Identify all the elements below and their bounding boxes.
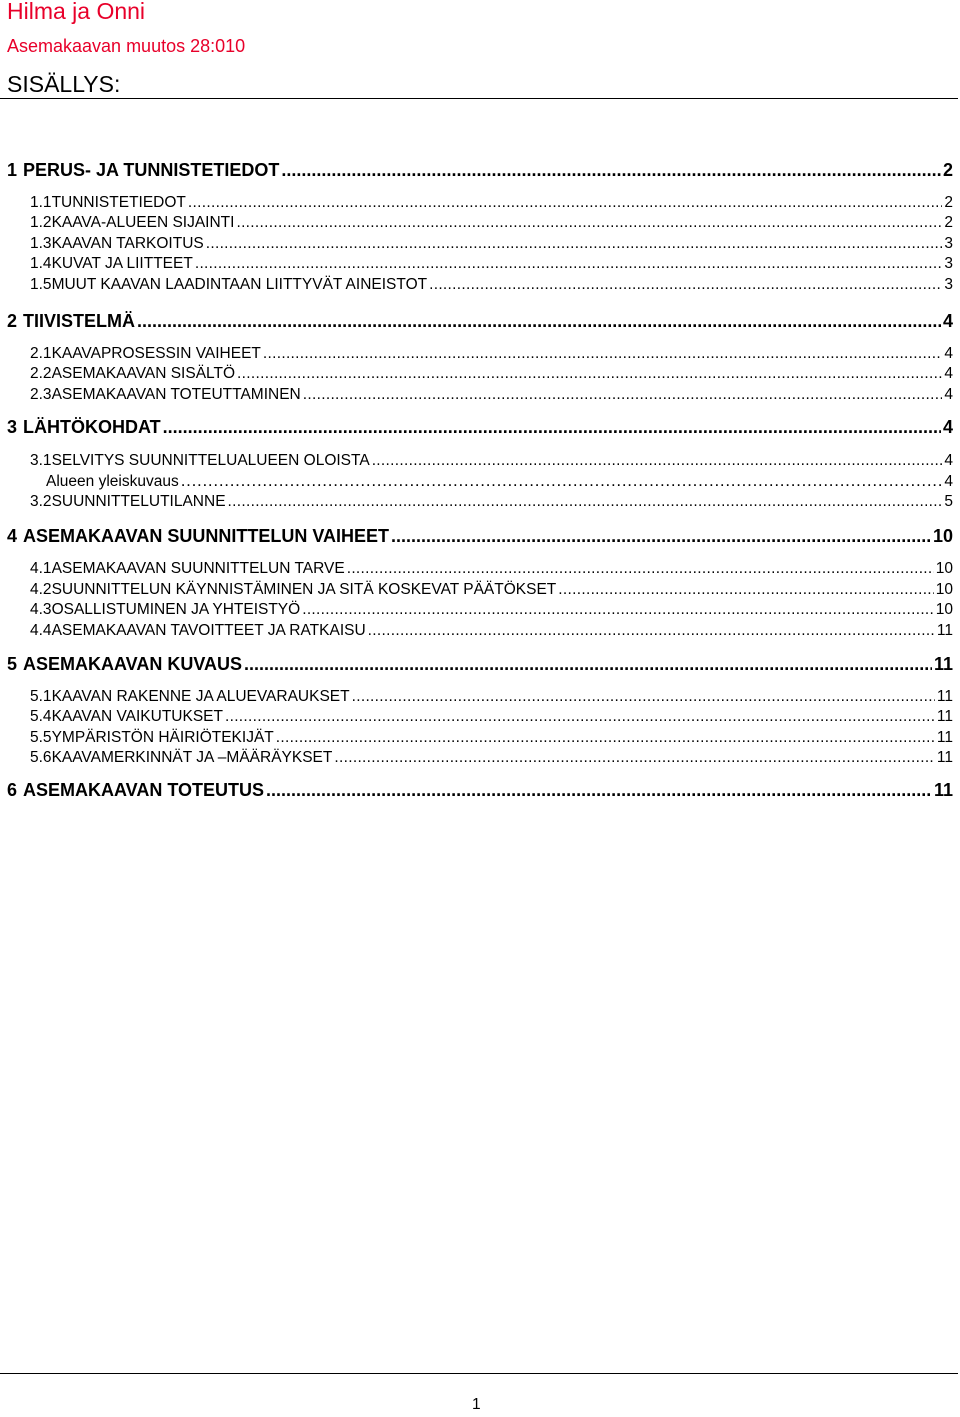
toc-entry-label — [30, 234, 204, 253]
toc-entry-page: 3 — [944, 235, 953, 252]
toc-entry-title: PERUS- JA TUNNISTETIEDOT — [23, 160, 280, 180]
toc-dot-leader — [391, 525, 931, 547]
toc-entry[interactable] — [7, 525, 953, 547]
toc-entry-label — [30, 707, 223, 726]
toc-entry-page: 10 — [932, 526, 953, 546]
toc-entry-label — [30, 728, 274, 747]
toc-entry-page: 2 — [944, 214, 953, 231]
toc-entry-title: KAAVAMERKINNÄT JA –MÄÄRÄYKSET — [51, 749, 333, 766]
toc-entry-label — [7, 416, 161, 438]
toc-entry-number: 3 — [7, 417, 18, 437]
toc-entry-number: 6 — [7, 780, 18, 800]
toc-dot-leader — [163, 416, 941, 438]
contents-heading: SISÄLLYS: — [7, 71, 121, 97]
toc-entry-number: 4.4 — [30, 622, 52, 639]
toc-entry-page: 10 — [935, 560, 953, 577]
toc-entry-label — [30, 600, 300, 619]
toc-entry-number: 1 — [7, 160, 18, 180]
toc-entry-page: 3 — [944, 276, 953, 293]
toc-dot-leader — [429, 275, 942, 294]
toc-entry-label — [7, 779, 264, 801]
toc-entry-label — [30, 559, 345, 578]
toc-entry-label — [30, 344, 261, 363]
toc-entry-title: SUUNNITTELUN KÄYNNISTÄMINEN JA SITÄ KOSKEVAT PÄÄTÖKSET — [51, 581, 557, 598]
toc-entry-number: 1.4 — [30, 255, 52, 272]
toc-entry[interactable] — [30, 344, 953, 363]
toc-entry-number: 1.1 — [30, 194, 52, 211]
toc-entry-page: 11 — [933, 780, 953, 800]
toc-entry-page: 4 — [944, 345, 953, 362]
toc-entry-page: 4 — [944, 473, 953, 490]
toc-entry-label — [7, 525, 389, 547]
toc-entry-page: 4 — [942, 311, 953, 331]
toc-entry-number: 2.2 — [30, 365, 52, 382]
toc-entry-number: 2.3 — [30, 386, 52, 403]
toc-entry-number: 1.3 — [30, 235, 52, 252]
toc-entry[interactable] — [30, 748, 953, 767]
toc-entry-label — [30, 748, 332, 767]
toc-entry-page: 10 — [935, 581, 953, 598]
toc-entry-number: 3.2 — [30, 493, 52, 510]
toc-entry-number: 5.4 — [30, 708, 52, 725]
toc-entry-number: 4.1 — [30, 560, 52, 577]
toc-entry-title: TIIVISTELMÄ — [23, 311, 136, 331]
toc-entry-number: 5.6 — [30, 749, 52, 766]
toc-entry[interactable] — [30, 580, 953, 599]
toc-entry-label — [30, 385, 301, 404]
toc-dot-leader — [347, 559, 934, 578]
toc-entry-title: LÄHTÖKOHDAT — [23, 417, 161, 437]
toc-entry-title: SELVITYS SUUNNITTELUALUEEN OLOISTA — [51, 452, 370, 469]
toc-entry-title: ASEMAKAAVAN SUUNNITTELUN TARVE — [51, 560, 345, 577]
toc-entry[interactable] — [46, 471, 953, 491]
toc-entry[interactable] — [30, 234, 953, 253]
toc-entry[interactable] — [7, 653, 953, 675]
toc-entry-title: ASEMAKAAVAN TOTEUTTAMINEN — [51, 386, 301, 403]
toc-entry[interactable] — [7, 779, 953, 801]
toc-entry-label — [30, 492, 226, 511]
toc-dot-leader — [206, 234, 943, 253]
toc-entry-label — [7, 653, 242, 675]
toc-entry-number: 3.1 — [30, 452, 52, 469]
toc-dot-leader — [303, 385, 943, 404]
page-subtitle: Asemakaavan muutos 28:010 — [7, 36, 246, 56]
toc-entry-label — [30, 213, 234, 232]
toc-dot-leader — [352, 687, 935, 706]
toc-entry[interactable] — [30, 385, 953, 404]
toc-dot-leader — [281, 159, 941, 181]
toc-dot-leader — [244, 653, 932, 675]
toc-entry[interactable] — [30, 193, 953, 212]
toc-entry-title: YMPÄRISTÖN HÄIRIÖTEKIJÄT — [51, 729, 274, 746]
toc-entry-title: MUUT KAAVAN LAADINTAAN LIITTYVÄT AINEISTOT — [51, 276, 428, 293]
page-number: 1 — [472, 1396, 481, 1413]
toc-entry-page: 4 — [944, 365, 953, 382]
toc-dot-leader — [372, 451, 943, 470]
toc-entry-page: 2 — [944, 194, 953, 211]
toc-entry-title: KAAVA-ALUEEN SIJAINTI — [51, 214, 235, 231]
toc-dot-leader — [228, 492, 943, 511]
toc-entry-label — [30, 193, 186, 212]
toc-entry-page: 10 — [935, 601, 953, 618]
toc-entry-number: 4.2 — [30, 581, 52, 598]
toc-entry-number: 5 — [7, 654, 18, 674]
toc-entry[interactable] — [30, 254, 953, 273]
toc-entry[interactable] — [7, 416, 953, 438]
toc-entry-title: Alueen yleiskuvaus — [46, 473, 179, 490]
toc-entry-title: KAAVAPROSESSIN VAIHEET — [51, 345, 261, 362]
toc-dot-leader — [237, 364, 942, 383]
toc-entry-label — [30, 621, 366, 640]
toc-entry[interactable] — [30, 451, 953, 470]
toc-entry-page: 5 — [944, 493, 953, 510]
toc-entry-number: 1.5 — [30, 276, 52, 293]
toc-entry[interactable] — [7, 310, 953, 332]
toc-entry-page: 11 — [936, 708, 953, 725]
toc-entry-title: KAAVAN RAKENNE JA ALUEVARAUKSET — [51, 688, 350, 705]
toc-entry[interactable] — [7, 159, 953, 181]
toc-entry-label — [30, 580, 556, 599]
toc-entry-page: 11 — [936, 749, 953, 766]
toc-entry[interactable] — [30, 213, 953, 232]
toc-entry-title: KAAVAN TARKOITUS — [51, 235, 204, 252]
toc-entry-number: 4 — [7, 526, 18, 546]
toc-entry-title: ASEMAKAAVAN KUVAUS — [23, 654, 243, 674]
toc-entry-number: 5.1 — [30, 688, 52, 705]
toc-entry-number: 4.3 — [30, 601, 52, 618]
toc-entry-title: KUVAT JA LIITTEET — [51, 255, 193, 272]
toc-entry[interactable] — [30, 621, 953, 640]
toc-entry[interactable] — [30, 492, 953, 511]
toc-entry-label — [30, 451, 370, 470]
toc-entry-label — [7, 159, 279, 181]
toc-entry-label — [30, 275, 427, 294]
toc-entry-label — [30, 254, 193, 273]
toc-entry[interactable] — [30, 364, 953, 383]
toc-entry-title: ASEMAKAAVAN TAVOITTEET JA RATKAISU — [51, 622, 366, 639]
toc-dot-leader — [188, 193, 942, 212]
toc-entry-label — [30, 687, 350, 706]
toc-dot-leader — [302, 600, 934, 619]
toc-entry-label — [30, 364, 235, 383]
toc-dot-leader — [266, 779, 932, 801]
toc-entry[interactable] — [30, 559, 953, 578]
toc-entry-page: 11 — [936, 622, 953, 639]
toc-dot-leader — [334, 748, 935, 767]
toc-dot-leader — [558, 580, 933, 599]
page-title: Hilma ja Onni — [7, 0, 146, 24]
footer-divider — [0, 1373, 958, 1374]
toc-dot-leader — [181, 471, 943, 490]
toc-entry-title: ASEMAKAAVAN TOTEUTUS — [23, 780, 265, 800]
toc-entry-title: SUUNNITTELUTILANNE — [51, 493, 226, 510]
toc-entry-title: ASEMAKAAVAN SISÄLTÖ — [51, 365, 236, 382]
toc-dot-leader — [137, 310, 941, 332]
toc-entry-number: 5.5 — [30, 729, 52, 746]
toc-dot-leader — [276, 728, 935, 747]
toc-entry[interactable] — [30, 275, 953, 294]
toc-entry-page: 11 — [936, 688, 953, 705]
toc-entry-label — [46, 472, 179, 491]
toc-dot-leader — [195, 254, 943, 273]
toc-entry-title: TUNNISTETIEDOT — [51, 194, 186, 211]
toc-entry-label — [7, 310, 135, 332]
toc-entry-page: 4 — [944, 452, 953, 469]
toc-entry-number: 1.2 — [30, 214, 52, 231]
toc-entry-number: 2 — [7, 311, 18, 331]
toc-entry-page: 2 — [942, 160, 953, 180]
toc-entry-number: 2.1 — [30, 345, 52, 362]
toc-entry-page: 4 — [942, 417, 953, 437]
toc-entry[interactable] — [30, 687, 953, 706]
toc-dot-leader — [368, 621, 935, 640]
toc-entry[interactable] — [30, 728, 953, 747]
toc-entry-page: 11 — [936, 729, 953, 746]
toc-entry[interactable] — [30, 707, 953, 726]
toc-dot-leader — [263, 344, 943, 363]
toc-entry-title: KAAVAN VAIKUTUKSET — [51, 708, 223, 725]
toc-entry-title: ASEMAKAAVAN SUUNNITTELUN VAIHEET — [23, 526, 390, 546]
toc-entry[interactable] — [30, 600, 953, 619]
toc-dot-leader — [225, 707, 935, 726]
toc-entry-page: 3 — [944, 255, 953, 272]
toc-entry-page: 11 — [933, 654, 953, 674]
toc-dot-leader — [236, 213, 942, 232]
toc-entry-page: 4 — [944, 386, 953, 403]
toc-entry-title: OSALLISTUMINEN JA YHTEISTYÖ — [51, 601, 301, 618]
